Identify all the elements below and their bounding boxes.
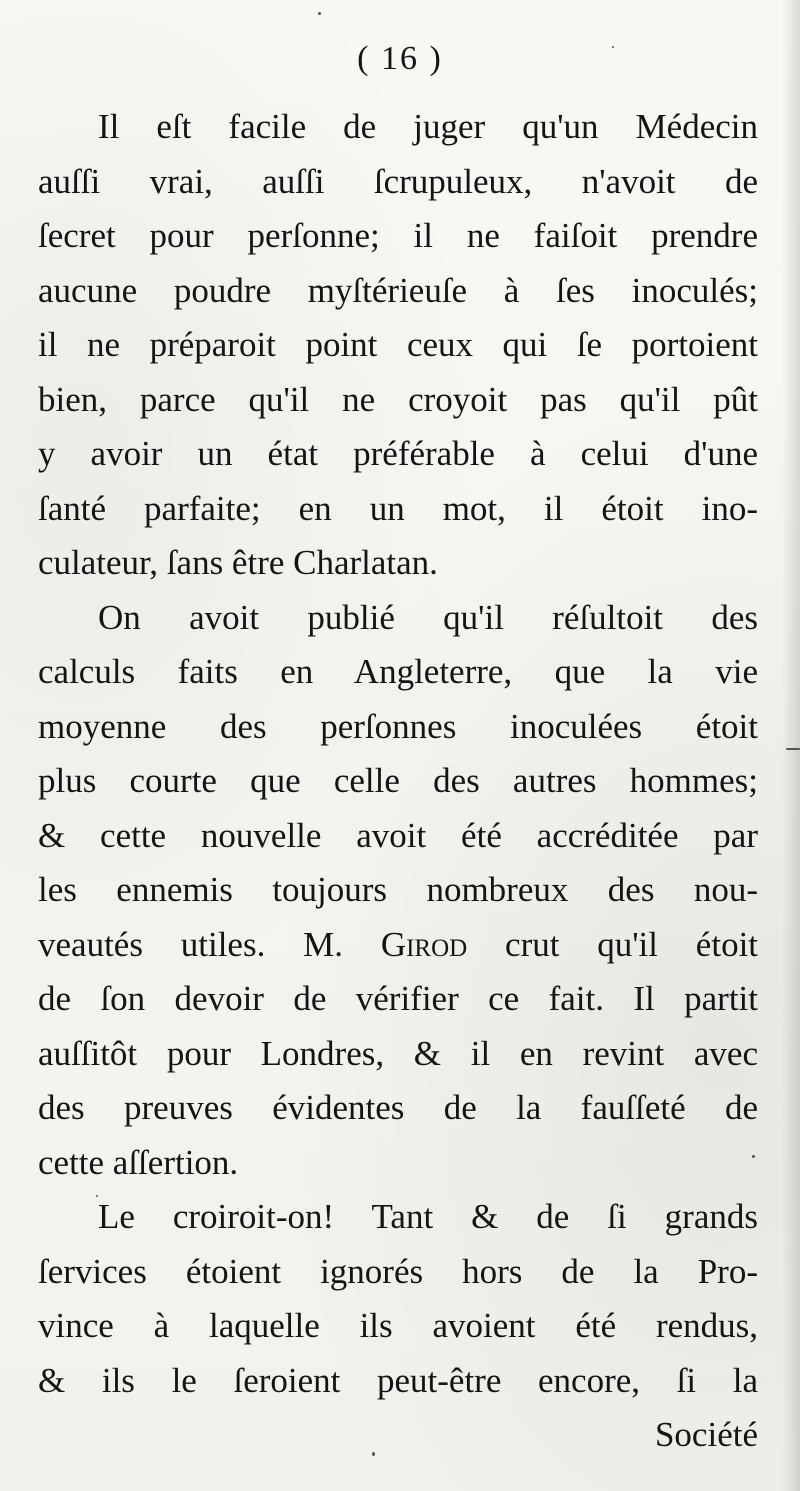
- text-line: moyenne des perſonnes inoculées étoit: [38, 706, 758, 746]
- text-line: & ils le ſeroient peut-être encore, ſi la: [38, 1360, 758, 1400]
- text-line: vince à laquelle ils avoient été rendus,: [38, 1306, 758, 1345]
- text-fragment: crut qu'il étoit: [505, 924, 759, 964]
- text-line: calculs faits en Angleterre, que la vie: [38, 652, 758, 691]
- print-speck: [372, 1452, 375, 1456]
- person-name: Girod: [380, 924, 468, 964]
- page-edge-shadow: [782, 0, 800, 1491]
- text-line: y avoir un état préférable à celui d'une: [38, 434, 758, 473]
- text-line: ſecret pour perſonne; il ne faiſoit prendre: [38, 216, 758, 255]
- text-line: plus courte que celle des autres hommes;: [38, 761, 758, 800]
- text-line: il ne préparoit point ceux qui ſe portoient: [38, 325, 758, 364]
- print-speck: [96, 1195, 98, 1197]
- catchword: Société: [654, 1415, 758, 1454]
- text-line: auſſitôt pour Londres, & il en revint avec: [38, 1033, 758, 1073]
- text-line: Il eſt facile de juger qu'un Médecin: [98, 107, 758, 146]
- text-line: aucune poudre myſtérieuſe à ſes inoculés;: [38, 270, 758, 310]
- text-block: [38, 100, 758, 1463]
- print-speck: [318, 12, 321, 15]
- text-line: auſſi vrai, auſſi ſcrupuleux, n'avoit de: [38, 161, 758, 201]
- text-fragment: veautés utiles. M.: [38, 924, 344, 964]
- text-line: cette aſſertion.: [38, 1142, 239, 1182]
- print-speck: [786, 748, 800, 750]
- text-line: ſervices étoient ignorés hors de la Pro-: [38, 1251, 758, 1291]
- print-speck: [752, 1155, 755, 1158]
- text-line: ſanté parfaite; en un mot, il étoit ino-: [38, 488, 758, 528]
- text-line: culateur, ſans être Charlatan.: [38, 543, 438, 582]
- text-line: On avoit publié qu'il réſultoit des: [98, 597, 758, 637]
- text-line: des preuves évidentes de la fauſſeté de: [38, 1088, 758, 1127]
- text-line: & cette nouvelle avoit été accréditée par: [38, 815, 758, 855]
- text-line: Le croiroit-on! Tant & de ſi grands: [98, 1197, 758, 1236]
- text-line: de ſon devoir de vérifier ce fait. Il partit: [38, 979, 758, 1018]
- print-speck: [612, 46, 614, 48]
- text-line: bien, parce qu'il ne croyoit pas qu'il pût: [38, 379, 758, 419]
- page-number: ( 16 ): [357, 40, 443, 77]
- text-line: les ennemis toujours nombreux des nou-: [38, 870, 758, 909]
- text-line-with-name: [38, 918, 758, 973]
